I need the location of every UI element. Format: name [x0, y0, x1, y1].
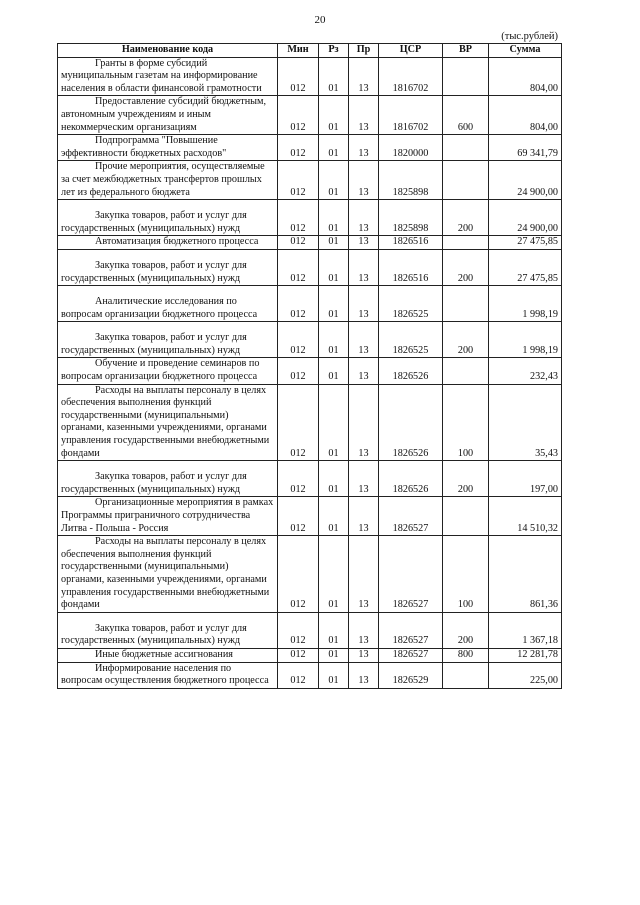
table-row: [58, 648, 562, 662]
cell-rz: 01: [319, 57, 349, 96]
cell-sum: 225,00: [489, 662, 562, 688]
cell-name: Закупка товаров, работ и услуг для государственных (муниципальных) нужд: [58, 249, 278, 285]
cell-min: 012: [278, 200, 319, 236]
cell-rz: 01: [319, 96, 349, 135]
cell-csr: 1826526: [379, 461, 443, 497]
cell-vr: 200: [443, 322, 489, 358]
cell-name: Прочие мероприятия, осуществляемые за счет межбюджетных трансфертов прошлых лет из федерального бюджета: [58, 161, 278, 200]
column-header-min: Мин: [278, 44, 319, 58]
cell-name: Закупка товаров, работ и услуг для государственных (муниципальных) нужд: [58, 461, 278, 497]
cell-csr: 1826527: [379, 497, 443, 536]
cell-name: Автоматизация бюджетного процесса: [58, 236, 278, 250]
cell-sum: 1 998,19: [489, 286, 562, 322]
cell-sum: 1 998,19: [489, 322, 562, 358]
cell-sum: 197,00: [489, 461, 562, 497]
cell-min: 012: [278, 161, 319, 200]
unit-note: (тыс.рублей): [501, 31, 558, 42]
cell-pr: 13: [349, 662, 379, 688]
table-row: [58, 358, 562, 384]
cell-rz: 01: [319, 200, 349, 236]
column-header-sum: Сумма: [489, 44, 562, 58]
cell-rz: 01: [319, 358, 349, 384]
table-row: [58, 612, 562, 648]
cell-min: 012: [278, 286, 319, 322]
cell-vr: 100: [443, 384, 489, 461]
page-number: 20: [314, 14, 326, 26]
cell-vr: 100: [443, 536, 489, 613]
cell-min: 012: [278, 648, 319, 662]
cell-csr: 1826527: [379, 648, 443, 662]
cell-min: 012: [278, 384, 319, 461]
table-row: [58, 96, 562, 135]
cell-csr: 1826526: [379, 358, 443, 384]
cell-vr: [443, 497, 489, 536]
cell-csr: 1826516: [379, 249, 443, 285]
cell-sum: 804,00: [489, 57, 562, 96]
cell-name: Организационные мероприятия в рамках Программы приграничного сотрудничества Литва - Польша - Россия: [58, 497, 278, 536]
cell-min: 012: [278, 249, 319, 285]
table-row: [58, 322, 562, 358]
cell-rz: 01: [319, 461, 349, 497]
cell-vr: [443, 161, 489, 200]
cell-name: Подпрограмма "Повышение эффективности бюджетных расходов": [58, 135, 278, 161]
cell-sum: 14 510,32: [489, 497, 562, 536]
cell-pr: 13: [349, 497, 379, 536]
cell-min: 012: [278, 96, 319, 135]
cell-rz: 01: [319, 161, 349, 200]
table-row: [58, 461, 562, 497]
table-row: [58, 249, 562, 285]
cell-name: Иные бюджетные ассигнования: [58, 648, 278, 662]
cell-pr: 13: [349, 135, 379, 161]
cell-sum: 861,36: [489, 536, 562, 613]
cell-sum: 27 475,85: [489, 249, 562, 285]
cell-vr: [443, 286, 489, 322]
cell-sum: 35,43: [489, 384, 562, 461]
cell-rz: 01: [319, 384, 349, 461]
cell-sum: 804,00: [489, 96, 562, 135]
cell-min: 012: [278, 236, 319, 250]
cell-pr: 13: [349, 612, 379, 648]
cell-rz: 01: [319, 497, 349, 536]
cell-min: 012: [278, 497, 319, 536]
table-row: [58, 236, 562, 250]
cell-csr: 1826527: [379, 612, 443, 648]
table-row: [58, 161, 562, 200]
cell-min: 012: [278, 322, 319, 358]
table-row: [58, 536, 562, 613]
cell-sum: 69 341,79: [489, 135, 562, 161]
column-header-name: Наименование кода: [58, 44, 278, 58]
cell-pr: 13: [349, 236, 379, 250]
table-row: [58, 384, 562, 461]
cell-vr: 200: [443, 612, 489, 648]
cell-min: 012: [278, 536, 319, 613]
cell-rz: 01: [319, 249, 349, 285]
cell-csr: 1820000: [379, 135, 443, 161]
cell-min: 012: [278, 57, 319, 96]
cell-rz: 01: [319, 322, 349, 358]
cell-pr: 13: [349, 57, 379, 96]
table-row: [58, 200, 562, 236]
column-header-pr: Пр: [349, 44, 379, 58]
column-header-csr: ЦСР: [379, 44, 443, 58]
cell-vr: [443, 236, 489, 250]
cell-csr: 1825898: [379, 161, 443, 200]
cell-vr: 600: [443, 96, 489, 135]
cell-name: Закупка товаров, работ и услуг для государственных (муниципальных) нужд: [58, 322, 278, 358]
cell-csr: 1825898: [379, 200, 443, 236]
cell-pr: 13: [349, 200, 379, 236]
column-header-rz: Рз: [319, 44, 349, 58]
cell-name: Информирование населения по вопросам осуществления бюджетного процесса: [58, 662, 278, 688]
cell-min: 012: [278, 461, 319, 497]
cell-rz: 01: [319, 648, 349, 662]
cell-rz: 01: [319, 236, 349, 250]
cell-csr: 1826516: [379, 236, 443, 250]
table-row: [58, 662, 562, 688]
cell-pr: 13: [349, 161, 379, 200]
cell-vr: [443, 662, 489, 688]
cell-vr: 200: [443, 461, 489, 497]
cell-sum: 24 900,00: [489, 200, 562, 236]
cell-vr: [443, 57, 489, 96]
cell-name: Закупка товаров, работ и услуг для государственных (муниципальных) нужд: [58, 612, 278, 648]
cell-pr: 13: [349, 322, 379, 358]
cell-sum: 24 900,00: [489, 161, 562, 200]
cell-csr: 1826527: [379, 536, 443, 613]
table-header-row: [58, 44, 562, 58]
cell-name: Гранты в форме субсидий муниципальным газетам на информирование населения в области финансовой грамотности: [58, 57, 278, 96]
cell-vr: [443, 358, 489, 384]
table-row: [58, 57, 562, 96]
cell-sum: 1 367,18: [489, 612, 562, 648]
column-header-vr: ВР: [443, 44, 489, 58]
cell-csr: 1816702: [379, 96, 443, 135]
table-body: [58, 57, 562, 688]
cell-min: 012: [278, 612, 319, 648]
cell-pr: 13: [349, 461, 379, 497]
cell-vr: 800: [443, 648, 489, 662]
cell-csr: 1826526: [379, 384, 443, 461]
table-row: [58, 286, 562, 322]
cell-pr: 13: [349, 536, 379, 613]
cell-pr: 13: [349, 358, 379, 384]
cell-vr: 200: [443, 249, 489, 285]
cell-rz: 01: [319, 536, 349, 613]
cell-sum: 12 281,78: [489, 648, 562, 662]
cell-min: 012: [278, 358, 319, 384]
cell-min: 012: [278, 135, 319, 161]
cell-rz: 01: [319, 135, 349, 161]
table-row: [58, 135, 562, 161]
cell-pr: 13: [349, 249, 379, 285]
cell-name: Предоставление субсидий бюджетным, автономным учреждениям и иным некоммерческим организациям: [58, 96, 278, 135]
cell-csr: 1816702: [379, 57, 443, 96]
table-row: [58, 497, 562, 536]
cell-name: Расходы на выплаты персоналу в целях обеспечения выполнения функций государственными (муниципальными) органами, казенными учреждениями, органами управления государственными внебюджетными фондами: [58, 384, 278, 461]
cell-rz: 01: [319, 286, 349, 322]
cell-vr: 200: [443, 200, 489, 236]
cell-csr: 1826525: [379, 322, 443, 358]
cell-pr: 13: [349, 648, 379, 662]
budget-table: [57, 43, 562, 689]
cell-rz: 01: [319, 662, 349, 688]
cell-sum: 232,43: [489, 358, 562, 384]
cell-name: Закупка товаров, работ и услуг для государственных (муниципальных) нужд: [58, 200, 278, 236]
cell-name: Обучение и проведение семинаров по вопросам организации бюджетного процесса: [58, 358, 278, 384]
cell-name: Расходы на выплаты персоналу в целях обеспечения выполнения функций государственными (муниципальными) органами, казенными учреждениями, органами управления государственными внебюджетными фондами: [58, 536, 278, 613]
cell-pr: 13: [349, 96, 379, 135]
cell-csr: 1826529: [379, 662, 443, 688]
cell-csr: 1826525: [379, 286, 443, 322]
cell-pr: 13: [349, 384, 379, 461]
cell-vr: [443, 135, 489, 161]
cell-min: 012: [278, 662, 319, 688]
cell-rz: 01: [319, 612, 349, 648]
cell-sum: 27 475,85: [489, 236, 562, 250]
cell-name: Аналитические исследования по вопросам организации бюджетного процесса: [58, 286, 278, 322]
cell-pr: 13: [349, 286, 379, 322]
